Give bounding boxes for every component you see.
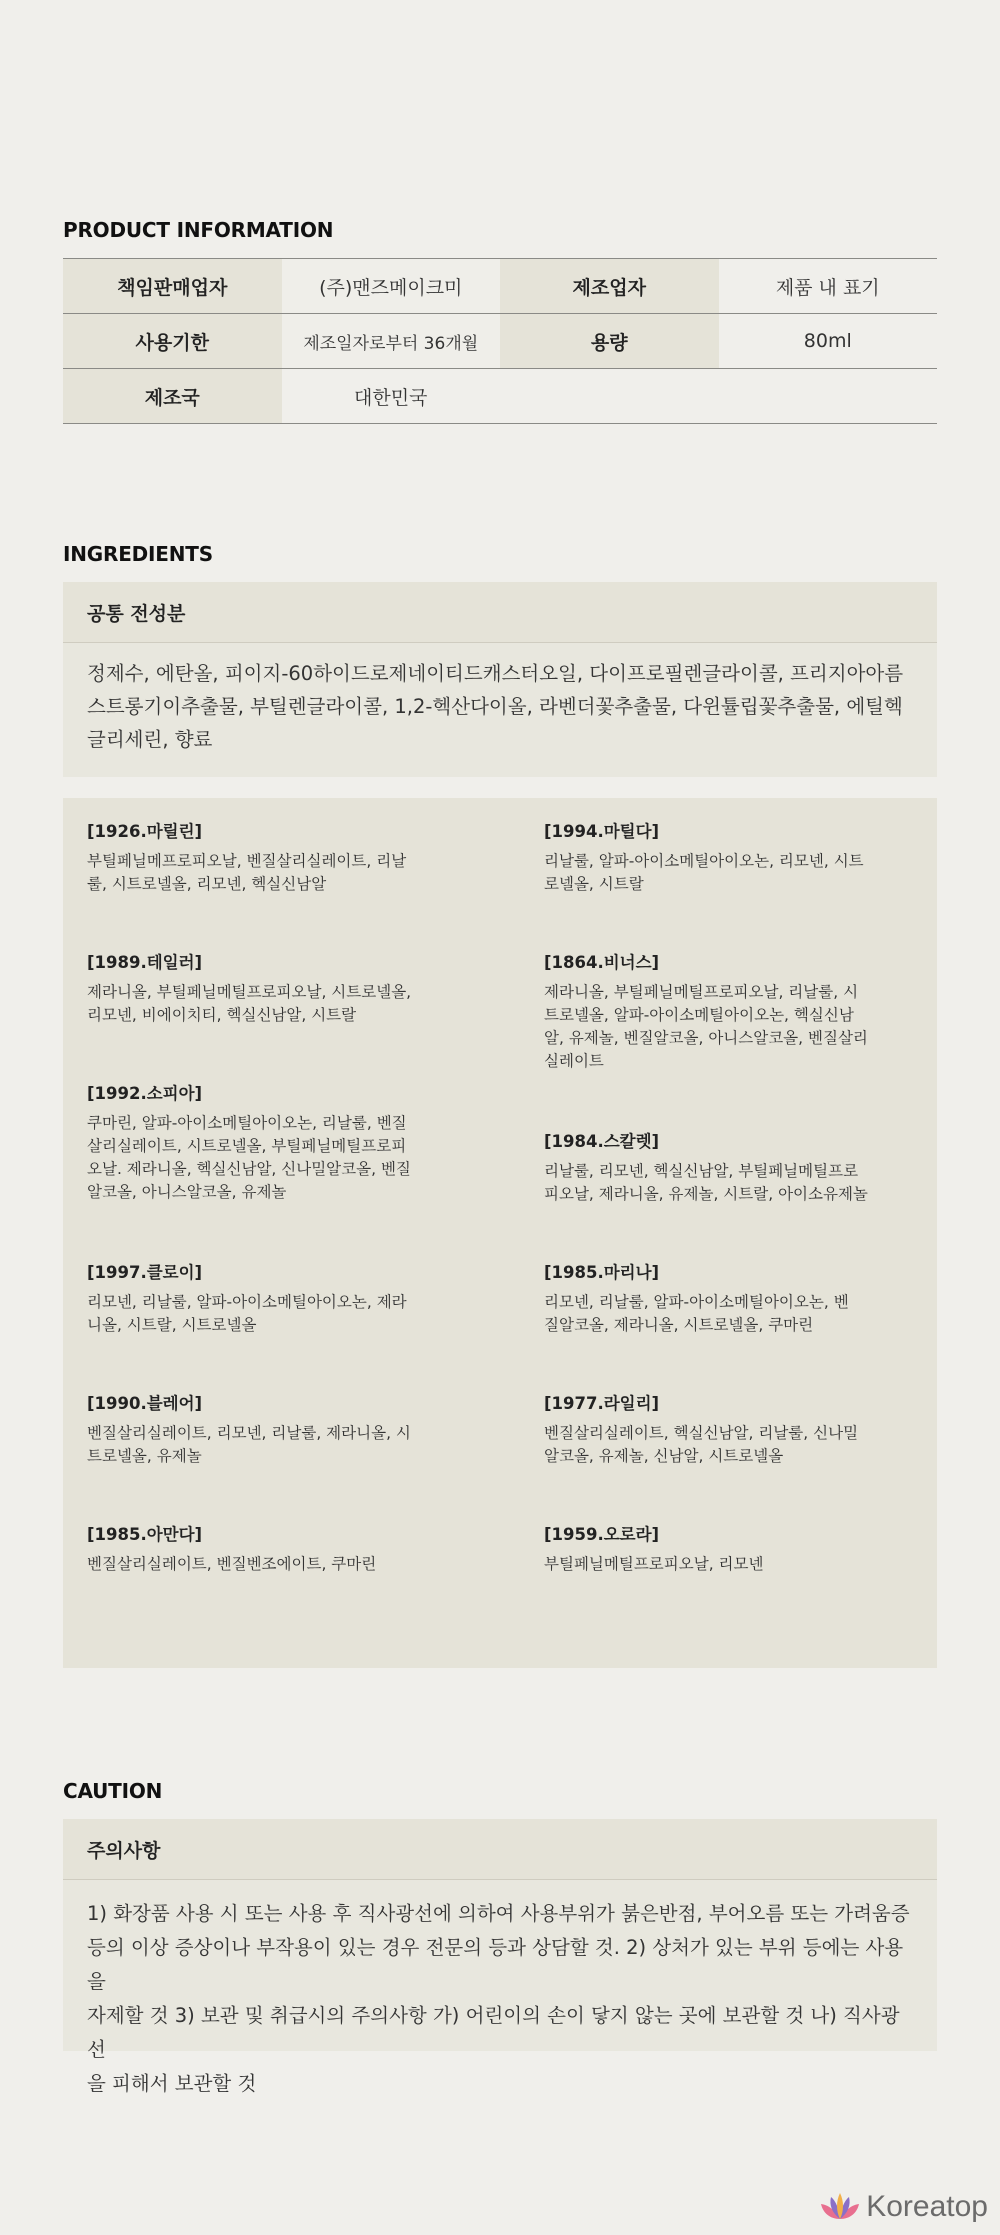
scent-name: [1977.라일리] xyxy=(544,1394,660,1413)
scent-name: [1990.블레어] xyxy=(87,1394,203,1413)
scent-ingredients xyxy=(544,1160,884,1206)
scent-name: [1994.마틸다] xyxy=(544,822,660,841)
scent-name: [1985.아만다] xyxy=(87,1525,203,1544)
caution-line: 을 피해서 보관할 것 xyxy=(87,2072,257,2095)
scent-line: 룰, 시트로넬올, 리모넨, 헥실신남알 xyxy=(87,875,327,893)
label-cell: 책임판매업자 xyxy=(63,259,282,313)
scent-line: 니올, 시트랄, 시트로넬올 xyxy=(87,1316,257,1334)
scent-item xyxy=(87,1082,427,1204)
scent-line: 리날룰, 알파-아이소메틸아이오논, 리모넨, 시트 xyxy=(544,852,864,870)
scent-ingredients xyxy=(87,850,427,896)
brand-name: Koreatop xyxy=(866,2190,988,2223)
scent-name: [1989.테일러] xyxy=(87,953,203,972)
scent-line: 살리실레이트, 시트로넬올, 부틸페닐메틸프로피 xyxy=(87,1137,407,1155)
scent-ingredients xyxy=(87,1112,427,1204)
scent-ingredients xyxy=(544,1291,884,1337)
scent-name: [1959.오로라] xyxy=(544,1525,660,1544)
scent-item xyxy=(544,951,884,1073)
value-cell: (주)맨즈메이크미 xyxy=(282,259,501,313)
scent-item xyxy=(87,1392,427,1468)
label-cell: 제조업자 xyxy=(500,259,719,313)
scent-line: 리모넨, 리날룰, 알파-아이소메틸아이오논, 제라 xyxy=(87,1293,407,1311)
value-cell: 대한민국 xyxy=(282,369,501,423)
scent-line: 리날룰, 리모넨, 헥실신남알, 부틸페닐메틸프로 xyxy=(544,1162,859,1180)
scent-item xyxy=(544,1523,884,1576)
common-ingredients-header: 공통 전성분 xyxy=(63,582,937,643)
scent-ingredients xyxy=(87,981,427,1027)
caution-line: 자제할 것 3) 보관 및 취급시의 주의사항 가) 어린이의 손이 닿지 않는 곳에 보관할 것 나) 직사광선 xyxy=(87,2004,900,2061)
label-cell: 사용기한 xyxy=(63,314,282,368)
scent-ingredients xyxy=(544,850,884,896)
scent-line: 트로넬올, 유제놀 xyxy=(87,1447,202,1465)
scent-line: 쿠마린, 알파-아이소메틸아이오논, 리날룰, 벤질 xyxy=(87,1114,407,1132)
table-row xyxy=(63,369,937,424)
table-row xyxy=(63,314,937,369)
ingredient-line: 글리세린, 향료 xyxy=(87,728,213,751)
scent-name: [1997.클로이] xyxy=(87,1263,203,1282)
label-cell: 제조국 xyxy=(63,369,282,423)
scent-line: 벤질살리실레이트, 리모넨, 리날룰, 제라니올, 시 xyxy=(87,1424,411,1442)
ingredient-line: 정제수, 에탄올, 피이지-60하이드로제네이티드캐스터오일, 다이프로필렌글라이콜, 프리지아아름 xyxy=(87,662,904,685)
scent-item xyxy=(87,951,427,1027)
caution-line: 1) 화장품 사용 시 또는 사용 후 직사광선에 의하여 사용부위가 붉은반점, 부어오름 또는 가려움증 xyxy=(87,1902,910,1925)
scent-line: 실레이트 xyxy=(544,1052,604,1070)
scent-item xyxy=(87,1523,427,1576)
value-cell: 제조일자로부터 36개월 xyxy=(282,314,501,368)
scent-ingredients-panel xyxy=(63,798,937,1668)
scent-line: 트로넬올, 알파-아이소메틸아이오논, 헥실신남 xyxy=(544,1006,854,1024)
caution-body xyxy=(63,1880,937,2095)
scent-ingredients xyxy=(87,1553,427,1576)
ingredient-line: 스트롱기이추출물, 부틸렌글라이콜, 1,2-헥산다이올, 라벤더꽃추출물, 다윈튤립꽃추출물, 에틸헥 xyxy=(87,695,903,718)
scent-line: 알코올, 유제놀, 신남알, 시트로넬올 xyxy=(544,1447,784,1465)
scent-line: 알코올, 아니스알코올, 유제놀 xyxy=(87,1183,287,1201)
scent-ingredients xyxy=(87,1291,427,1337)
scent-line: 부틸페닐메틸프로피오날, 리모넨 xyxy=(544,1555,764,1573)
scent-name: [1985.마리나] xyxy=(544,1263,660,1282)
scent-line: 질알코올, 제라니올, 시트로넬올, 쿠마린 xyxy=(544,1316,814,1334)
scent-name: [1864.비너스] xyxy=(544,953,660,972)
scent-ingredients xyxy=(544,1422,884,1468)
scent-name: [1992.소피아] xyxy=(87,1084,203,1103)
empty-cell xyxy=(500,369,719,423)
scent-item xyxy=(87,820,427,896)
scent-ingredients xyxy=(544,1553,884,1576)
caution-line: 등의 이상 증상이나 부작용이 있는 경우 전문의 등과 상담할 것. 2) 상처가 있는 부위 등에는 사용을 xyxy=(87,1936,904,1993)
scent-item xyxy=(87,1261,427,1337)
scent-line: 알, 유제놀, 벤질알코올, 아니스알코올, 벤질살리 xyxy=(544,1029,868,1047)
value-cell: 제품 내 표기 xyxy=(719,259,938,313)
common-ingredients-body xyxy=(63,643,937,777)
scent-line: 로넬올, 시트랄 xyxy=(544,875,644,893)
scent-item xyxy=(544,1130,884,1206)
lotus-icon xyxy=(820,2191,860,2223)
scent-name: [1984.스칼렛] xyxy=(544,1132,660,1151)
scent-line: 제라니올, 부틸페닐메틸프로피오날, 시트로넬올, xyxy=(87,983,412,1001)
scent-line: 리모넨, 비에이치티, 헥실신남알, 시트랄 xyxy=(87,1006,357,1024)
scent-line: 부틸페닐메프로피오날, 벤질살리실레이트, 리날 xyxy=(87,852,407,870)
scent-ingredients xyxy=(544,981,884,1073)
scent-item xyxy=(544,1392,884,1468)
scent-line: 제라니올, 부틸페닐메틸프로피오날, 리날룰, 시 xyxy=(544,983,859,1001)
value-cell: 80ml xyxy=(719,314,938,368)
scent-line: 오날. 제라니올, 헥실신남알, 신나밀알코올, 벤질 xyxy=(87,1160,411,1178)
scent-line: 리모넨, 리날룰, 알파-아이소메틸아이오논, 벤 xyxy=(544,1293,849,1311)
scent-name: [1926.마릴린] xyxy=(87,822,203,841)
caution-title: CAUTION xyxy=(63,1779,163,1803)
product-info-title: PRODUCT INFORMATION xyxy=(63,218,334,242)
table-row xyxy=(63,259,937,314)
brand-logo xyxy=(820,2190,988,2224)
scent-item xyxy=(544,1261,884,1337)
scent-line: 벤질살리실레이트, 헥실신남알, 리날룰, 신나밀 xyxy=(544,1424,859,1442)
label-cell: 용량 xyxy=(500,314,719,368)
scent-ingredients xyxy=(87,1422,427,1468)
empty-cell xyxy=(719,369,938,423)
ingredients-title: INGREDIENTS xyxy=(63,542,213,566)
scent-line: 피오날, 제라니올, 유제놀, 시트랄, 아이소유제놀 xyxy=(544,1185,868,1203)
product-info-table xyxy=(63,258,937,424)
caution-header: 주의사항 xyxy=(63,1819,937,1880)
scent-item xyxy=(544,820,884,896)
scent-line: 벤질살리실레이트, 벤질벤조에이트, 쿠마린 xyxy=(87,1555,377,1573)
